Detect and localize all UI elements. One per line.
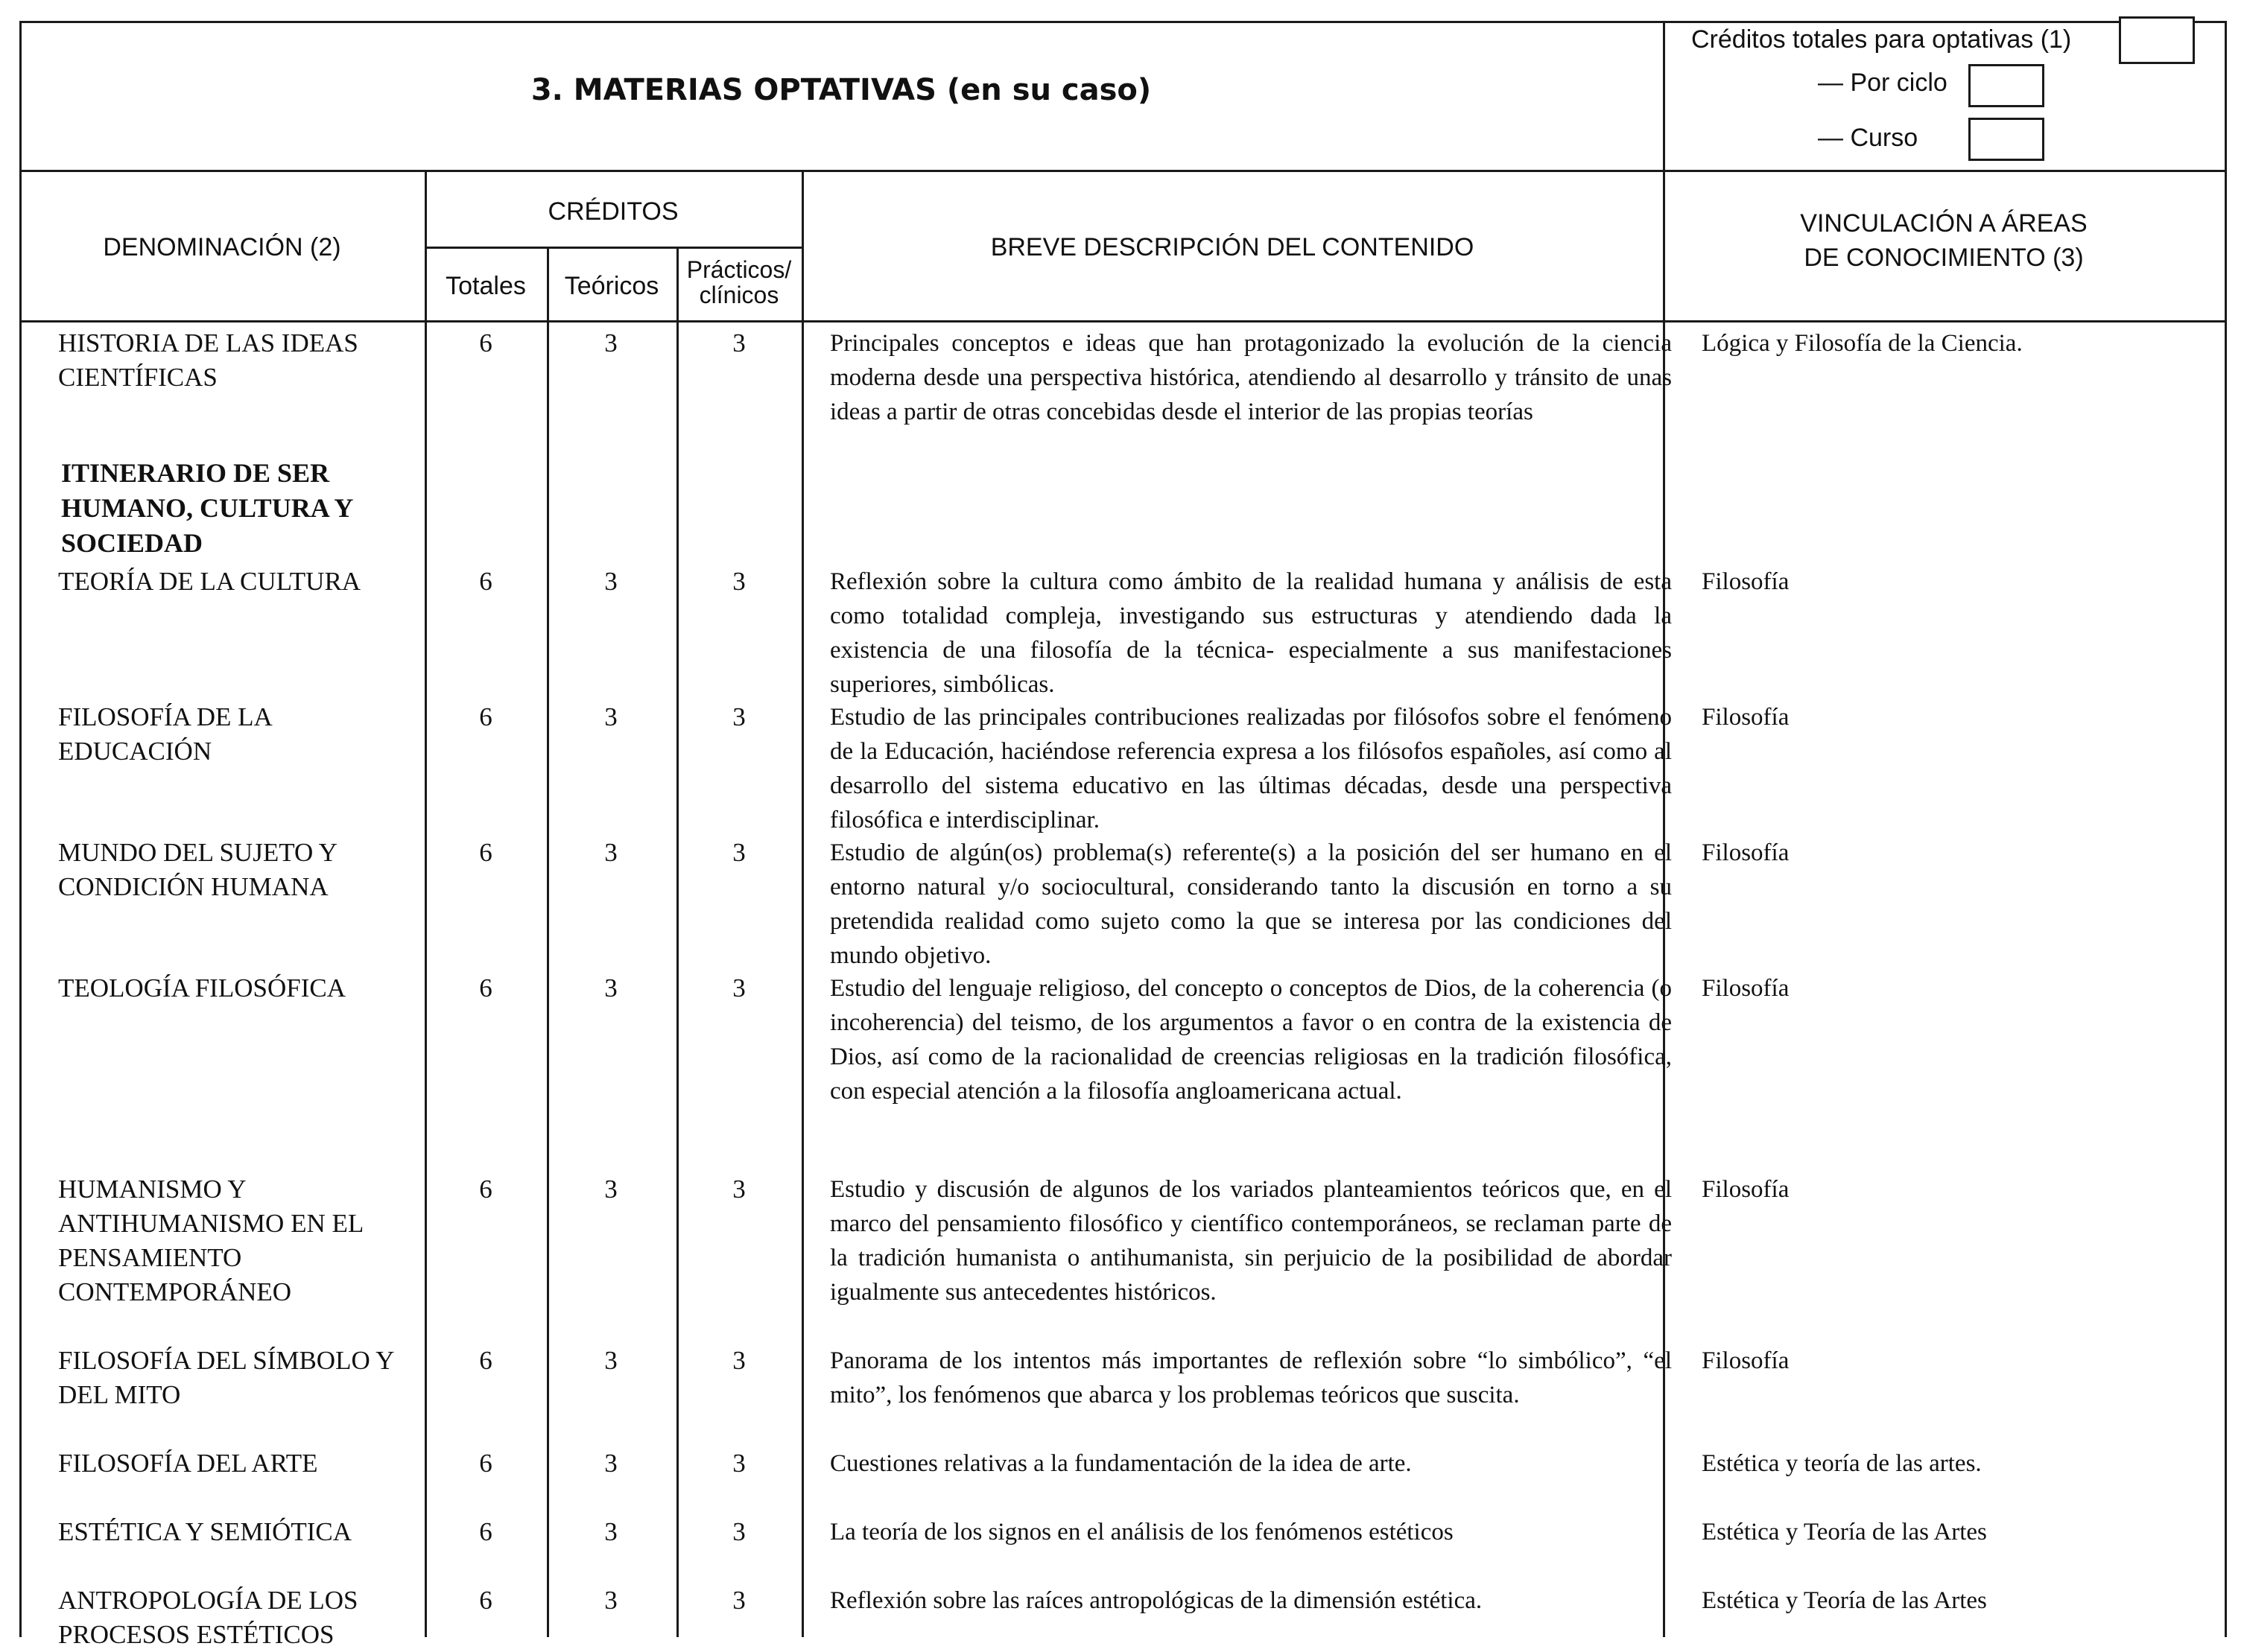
itinerary-heading: ITINERARIO DE SER HUMANO, CULTURA Y SOCIEDAD: [61, 458, 353, 558]
col-header-descripcion: BREVE DESCRIPCIÓN DEL CONTENIDO: [990, 233, 1474, 261]
credits-practicos: 3: [732, 702, 746, 731]
per-cycle-box[interactable]: [1968, 64, 2044, 107]
credits-totales: 6: [479, 1449, 492, 1478]
subject-name: ANTROPOLOGÍA DE LOS PROCESOS ESTÉTICOS: [58, 1586, 358, 1649]
top-border: [19, 21, 2225, 23]
credits-teoricos: 3: [604, 702, 618, 731]
subject-description: Estudio y discusión de algunos de los variados planteamientos teóricos que, en el marco del pensamiento filosófico y científico contemporáneos, se reclaman parte de la tradición humanista o antihumanista, sin perjuicio de la posibilidad de abordar igualmente sus antecedentes históricos.: [830, 1176, 1672, 1306]
subject-name: MUNDO DEL SUJETO Y CONDICIÓN HUMANA: [58, 838, 337, 901]
subject-description: Reflexión sobre la cultura como ámbito de la realidad humana y análisis de esta como totalidad compleja, investigando sus estructuras y atendiendo dada la existencia de una filosofía de la técnica- especialmente a sus manifestaciones superiores, simbólicas.: [830, 568, 1672, 698]
credits-totales: 6: [479, 1175, 492, 1204]
knowledge-area: Filosofía: [1702, 704, 1790, 731]
col-header-denominacion: DENOMINACIÓN (2): [103, 233, 341, 261]
credits-practicos: 3: [732, 838, 746, 867]
col-header-vinculacion: [1663, 207, 2225, 276]
col-header-practicos-line2: clínicos: [699, 281, 779, 308]
creditos-subheader-divider: [425, 247, 802, 249]
credits-teoricos: 3: [604, 1346, 618, 1375]
credits-practicos: 3: [732, 1175, 746, 1204]
knowledge-area: Filosofía: [1702, 568, 1790, 595]
course-box[interactable]: [1968, 118, 2044, 161]
subject-description: Reflexión sobre las raíces antropológicas de la dimensión estética.: [830, 1587, 1483, 1614]
credits-teoricos: 3: [604, 567, 618, 596]
credits-teoricos: 3: [604, 1517, 618, 1546]
subject-description: La teoría de los signos en el análisis de los fenómenos estéticos: [830, 1519, 1454, 1545]
knowledge-area: Estética y Teoría de las Artes: [1702, 1519, 1987, 1545]
credits-practicos: 3: [732, 1346, 746, 1375]
credits-total-label: Créditos totales para optativas (1): [1691, 25, 2072, 54]
col-header-practicos-line1: Prácticos/: [686, 256, 792, 283]
subject-name: HUMANISMO Y ANTIHUMANISMO EN EL PENSAMIENTO CONTEMPORÁNEO: [58, 1175, 363, 1306]
col-header-practicos: [676, 258, 802, 308]
knowledge-area: Filosofía: [1702, 1347, 1790, 1374]
credits-totales: 6: [479, 838, 492, 867]
credits-totales: 6: [479, 567, 492, 596]
subject-name: HISTORIA DE LAS IDEAS CIENTÍFICAS: [58, 328, 358, 392]
col-header-vinculacion-line2: DE CONOCIMIENTO (3): [1804, 243, 2084, 272]
knowledge-area: Filosofía: [1702, 1176, 1790, 1203]
credits-teoricos: 3: [604, 973, 618, 1003]
knowledge-area: Estética y Teoría de las Artes: [1702, 1587, 1987, 1614]
knowledge-area: Lógica y Filosofía de la Ciencia.: [1702, 330, 2023, 357]
right-border: [2225, 21, 2227, 1637]
subject-name: ESTÉTICA Y SEMIÓTICA: [58, 1517, 352, 1546]
subject-description: Cuestiones relativas a la fundamentación de la idea de arte.: [830, 1450, 1412, 1477]
credits-totales: 6: [479, 328, 492, 358]
credits-teoricos: 3: [604, 838, 618, 867]
credits-teoricos: 3: [604, 328, 618, 358]
credits-total-box[interactable]: [2119, 16, 2195, 64]
col-header-creditos: CRÉDITOS: [548, 197, 679, 226]
credits-practicos: 3: [732, 567, 746, 596]
credits-totales: 6: [479, 973, 492, 1003]
subject-name: FILOSOFÍA DEL ARTE: [58, 1449, 318, 1478]
subject-description: Principales conceptos e ideas que han protagonizado la evolución de la ciencia moderna desde una perspectiva histórica, atendiendo al desarrollo y tránsito de unas ideas a partir de otras concebidas desde el interior de las propias teorías: [830, 330, 1672, 425]
teoricos-column-divider: [676, 247, 679, 1637]
col-header-teoricos: Teóricos: [564, 272, 659, 300]
col-header-vinculacion-line1: VINCULACIÓN A ÁREAS: [1800, 209, 2088, 238]
subject-description: Panorama de los intentos más importantes de reflexión sobre “lo simbólico”, “el mito”, los fenómenos que abarca y los problemas teóricos que suscita.: [830, 1347, 1672, 1408]
knowledge-area: Estética y teoría de las artes.: [1702, 1450, 1982, 1477]
title-bottom-border: [19, 170, 2227, 172]
credits-totales: 6: [479, 1586, 492, 1615]
desc-column-divider: [802, 170, 804, 1637]
credits-totales: 6: [479, 1346, 492, 1375]
knowledge-area: Filosofía: [1702, 975, 1790, 1002]
subject-name: FILOSOFÍA DE LA EDUCACIÓN: [58, 702, 271, 766]
document-page: [19, 21, 2225, 1649]
section-title: 3. MATERIAS OPTATIVAS (en su caso): [530, 73, 1152, 107]
credits-practicos: 3: [732, 973, 746, 1003]
subject-name: TEOLOGÍA FILOSÓFICA: [58, 973, 346, 1003]
credits-practicos: 3: [732, 1517, 746, 1546]
subject-name: TEORÍA DE LA CULTURA: [58, 567, 361, 596]
subject-name: FILOSOFÍA DEL SÍMBOLO Y DEL MITO: [58, 1346, 394, 1409]
totales-column-divider: [547, 247, 549, 1637]
subject-description: Estudio del lenguaje religioso, del concepto o conceptos de Dios, de la coherencia (o incoherencia) del teismo, de los argumentos a favor o en contra de la existencia de Dios, así como de la racionalidad de creencias religiosas en la tradición filosófica, con especial atención a la filosofía angloamericana actual.: [830, 975, 1672, 1105]
credits-totales: 6: [479, 1517, 492, 1546]
credits-totales: 6: [479, 702, 492, 731]
credits-teoricos: 3: [604, 1175, 618, 1204]
credits-teoricos: 3: [604, 1586, 618, 1615]
course-label: — Curso: [1818, 124, 1918, 152]
per-cycle-label: — Por ciclo: [1818, 69, 1947, 97]
col-header-totales: Totales: [446, 272, 526, 300]
knowledge-area: Filosofía: [1702, 839, 1790, 866]
subject-description: Estudio de algún(os) problema(s) referente(s) a la posición del ser humano en el entorno natural y/o sociocultural, considerando tanto la discusión en torno a su pretendida realidad como sujeto como la que se interesa por las condiciones del mundo objetivo.: [830, 839, 1672, 969]
credits-practicos: 3: [732, 1449, 746, 1478]
credits-practicos: 3: [732, 328, 746, 358]
credits-practicos: 3: [732, 1586, 746, 1615]
header-bottom-border: [19, 320, 2227, 323]
subject-description: Estudio de las principales contribuciones realizadas por filósofos sobre el fenómeno de la Educación, haciéndose referencia expresa a los filósofos españoles, así como al desarrollo del sistema educativo en las últimas décadas, desde una perspectiva filosófica e interdisciplinar.: [830, 704, 1672, 833]
credits-teoricos: 3: [604, 1449, 618, 1478]
